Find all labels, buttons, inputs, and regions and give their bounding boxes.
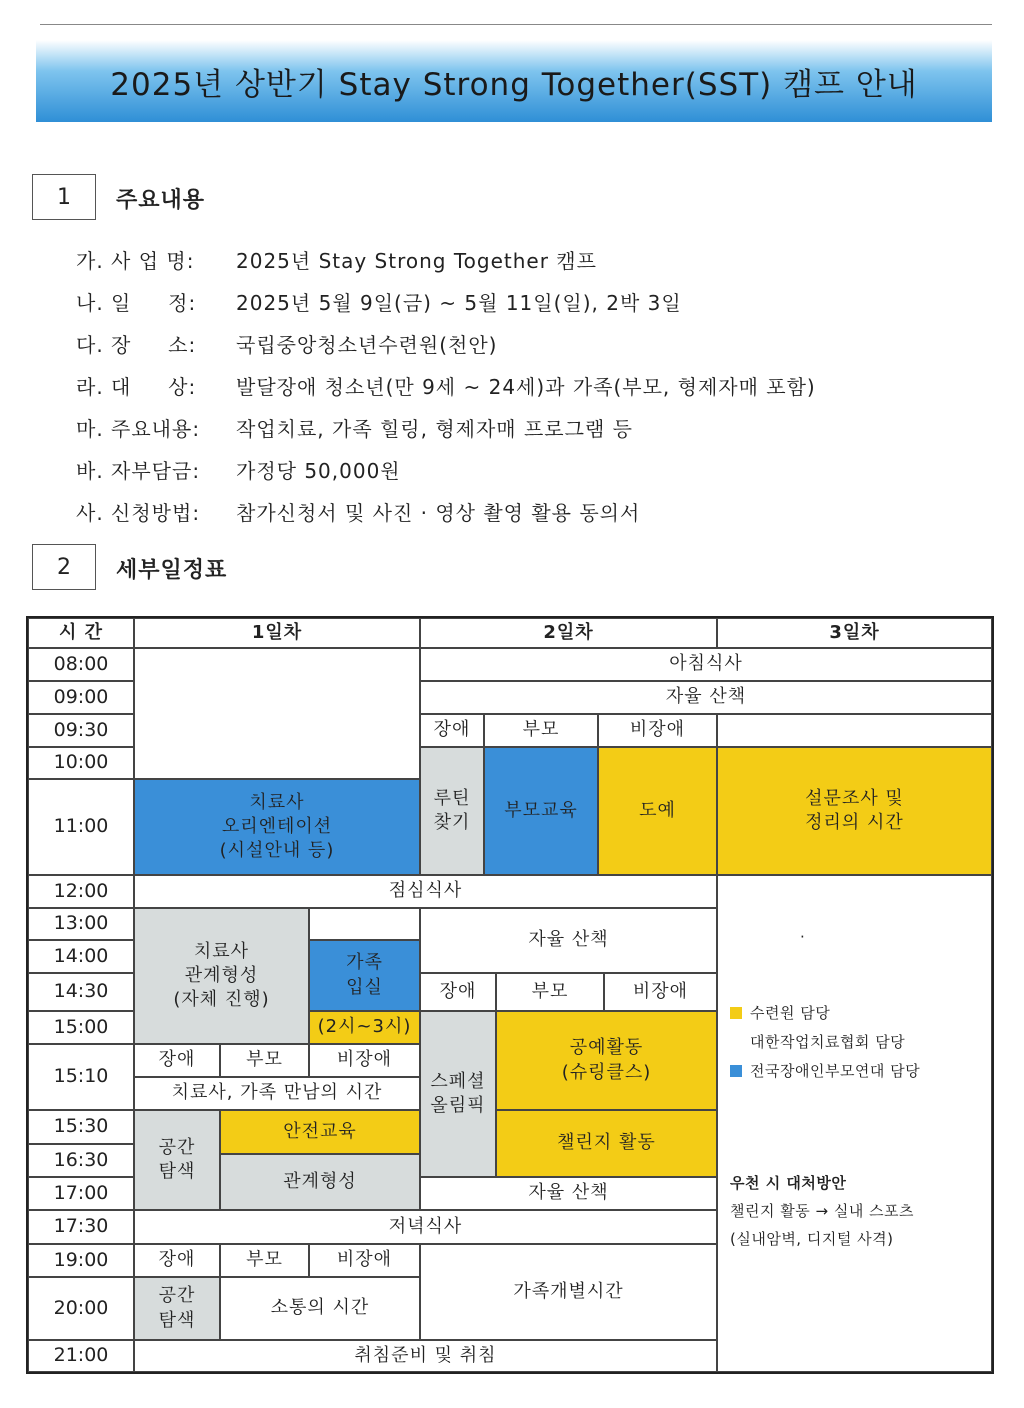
blue-swatch-icon <box>730 1065 742 1077</box>
legend-dot: · <box>800 928 806 946</box>
group-nondisabled-label: 비장애 <box>598 714 717 747</box>
breakfast-cell: 아침식사 <box>420 648 992 681</box>
group-nondisabled-label: 비장애 <box>604 973 717 1011</box>
yellow-swatch-icon <box>730 1007 742 1019</box>
family-checkin-cell: 가족 입실 <box>309 940 420 1011</box>
header-day3: 3일차 <box>717 618 992 648</box>
group-parent-label: 부모 <box>484 714 598 747</box>
time-cell: 17:00 <box>28 1177 134 1210</box>
day1-empty-cell <box>309 908 420 940</box>
legend-blue: 전국장애인부모연대 담당 <box>730 1060 920 1081</box>
parent-education-cell: 부모교육 <box>484 747 598 875</box>
info-item-apply: 사. 신청방법: 참가신청서 및 사진 · 영상 촬영 활용 동의서 <box>76 501 641 525</box>
header-day2: 2일차 <box>420 618 717 648</box>
time-cell: 14:00 <box>28 940 134 973</box>
day3-legend-area <box>717 875 992 1372</box>
group-disabled-label: 장애 <box>420 714 484 747</box>
family-time-cell: 가족개별시간 <box>420 1244 717 1340</box>
section-title-schedule: 세부일정표 <box>116 558 228 583</box>
routine-cell: 루틴 찾기 <box>420 747 484 875</box>
lunch-cell: 점심식사 <box>134 875 717 908</box>
day1-empty-morning <box>134 648 420 779</box>
craft-activity-cell: 공예활동 (슈링클스) <box>496 1011 717 1110</box>
time-cell: 16:30 <box>28 1144 134 1177</box>
info-item-date: 나. 일 정: 2025년 5월 9일(금) ~ 5월 11일(일), 2박 3일 <box>76 291 682 315</box>
section-number-2: 2 <box>32 544 96 590</box>
group-parent-label: 부모 <box>496 973 604 1011</box>
rain-plan-line2: (실내암벽, 디지털 사격) <box>730 1230 894 1248</box>
page-title: 2025년 상반기 Stay Strong Together(SST) 캠프 안내 <box>110 66 918 103</box>
time-cell: 11:00 <box>28 779 134 875</box>
space-explore-cell: 공간 탐색 <box>134 1110 220 1210</box>
meeting-time-cell: 치료사, 가족 만남의 시간 <box>134 1077 420 1110</box>
header-time: 시 간 <box>28 618 134 648</box>
time-cell: 12:00 <box>28 875 134 908</box>
group-nondisabled-label: 비장애 <box>309 1044 420 1077</box>
time-cell: 19:00 <box>28 1244 134 1277</box>
time-cell: 09:30 <box>28 714 134 747</box>
therapist-relationship-cell: 치료사 관계형성 (자체 진행) <box>134 908 309 1044</box>
special-olympics-cell: 스페셜 올림픽 <box>420 1011 496 1177</box>
orientation-cell: 치료사 오리엔테이션 (시설안내 등) <box>134 779 420 875</box>
group-nondisabled-label: 비장애 <box>309 1244 420 1277</box>
time-cell: 13:00 <box>28 908 134 940</box>
time-cell: 15:10 <box>28 1044 134 1110</box>
safety-education-cell: 안전교육 <box>220 1110 420 1154</box>
group-parent-label: 부모 <box>220 1244 309 1277</box>
relationship-building-cell: 관계형성 <box>220 1154 420 1210</box>
legend-yellow: 수련원 담당 <box>730 1002 830 1023</box>
communication-time-cell: 소통의 시간 <box>220 1277 420 1340</box>
checkin-time-cell: (2시~3시) <box>309 1011 420 1044</box>
header-day1: 1일차 <box>134 618 420 648</box>
rain-plan-title: 우천 시 대처방안 <box>730 1174 847 1192</box>
time-cell: 15:30 <box>28 1110 134 1144</box>
time-cell: 17:30 <box>28 1210 134 1244</box>
time-cell: 15:00 <box>28 1011 134 1044</box>
time-cell: 20:00 <box>28 1277 134 1340</box>
day3-empty-cell <box>717 714 992 747</box>
dinner-cell: 저녁식사 <box>134 1210 717 1244</box>
survey-cell: 설문조사 및 정리의 시간 <box>717 747 992 875</box>
space-explore-evening-cell: 공간 탐색 <box>134 1277 220 1340</box>
time-cell: 14:30 <box>28 973 134 1011</box>
time-cell: 10:00 <box>28 747 134 779</box>
walk-afternoon-cell: 자율 산책 <box>420 908 717 973</box>
time-cell: 21:00 <box>28 1340 134 1372</box>
time-cell: 08:00 <box>28 648 134 681</box>
info-item-place: 다. 장 소: 국립중앙청소년수련원(천안) <box>76 333 498 357</box>
legend-gray: 대한작업치료협회 담당 <box>750 1033 906 1051</box>
bedtime-cell: 취침준비 및 취침 <box>134 1340 717 1372</box>
info-item-target: 라. 대 상: 발달장애 청소년(만 9세 ~ 24세)과 가족(부모, 형제자매 포함) <box>76 375 816 399</box>
group-disabled-label: 장애 <box>134 1044 220 1077</box>
pottery-cell: 도예 <box>598 747 717 875</box>
section-title-main: 주요내용 <box>116 188 206 213</box>
walk-evening-cell: 자율 산책 <box>420 1177 717 1210</box>
group-disabled-label: 장애 <box>134 1244 220 1277</box>
walk-morning-cell: 자율 산책 <box>420 681 992 714</box>
challenge-activity-cell: 챌린지 활동 <box>496 1110 717 1177</box>
rain-plan-line1: 챌린지 활동 → 실내 스포츠 <box>730 1202 915 1220</box>
section-number-1: 1 <box>32 174 96 220</box>
info-item-fee: 바. 자부담금: 가정당 50,000원 <box>76 459 401 483</box>
group-parent-label: 부모 <box>220 1044 309 1077</box>
info-item-name: 가. 사 업 명: 2025년 Stay Strong Together 캠프 <box>76 249 597 273</box>
group-disabled-label: 장애 <box>420 973 496 1011</box>
info-item-content: 마. 주요내용: 작업치료, 가족 힐링, 형제자매 프로그램 등 <box>76 417 633 441</box>
time-cell: 09:00 <box>28 681 134 714</box>
